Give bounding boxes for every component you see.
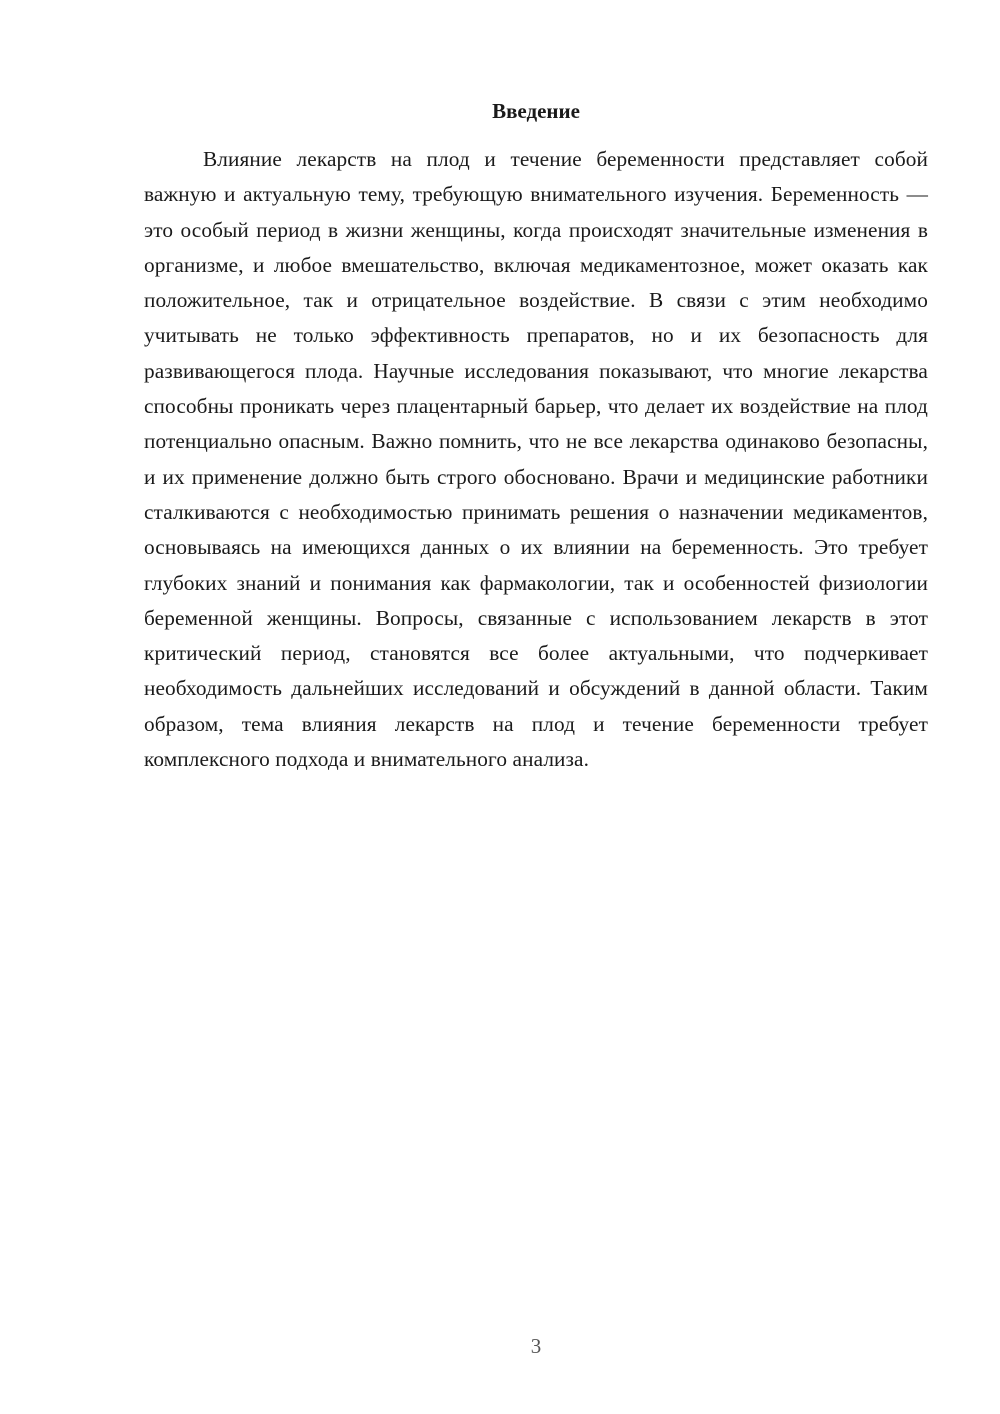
body-paragraph: Влияние лекарств на плод и течение беременности представляет собой важную и актуальную тему, требующую внимательного изучения. Беременность — это особый период в жизни женщины, когда происходят значительные изменения в организме, и любое вмешательство, включая медикаментозное, может оказать как положительное, так и отрицательное воздействие. В связи с этим необходимо учитывать не только эффективность препаратов, но и их безопасность для развивающегося плода. Научные исследования показывают, что многие лекарства способны проникать через плацентарный барьер, что делает их воздействие на плод потенциально опасным. Важно помнить, что не все лекарства одинаково безопасны, и их применение должно быть строго обосновано. Врачи и медицинские работники сталкиваются с необходимостью принимать решения о назначении медикаментов, основываясь на имеющихся данных о их влиянии на беременность. Это требует глубоких знаний и понимания как фармакологии, так и особенностей физиологии беременной женщины. Вопросы, связанные с использованием лекарств в этот критический период, становятся все более актуальными, что подчеркивает необходимость дальнейших исследований и обсуждений в данной области. Таким образом, тема влияния лекарств на плод и течение беременности требует комплексного подхода и внимательного анализа. [144, 147, 928, 772]
page-number: 3 [530, 1334, 542, 1358]
section-heading: Введение [492, 99, 580, 123]
